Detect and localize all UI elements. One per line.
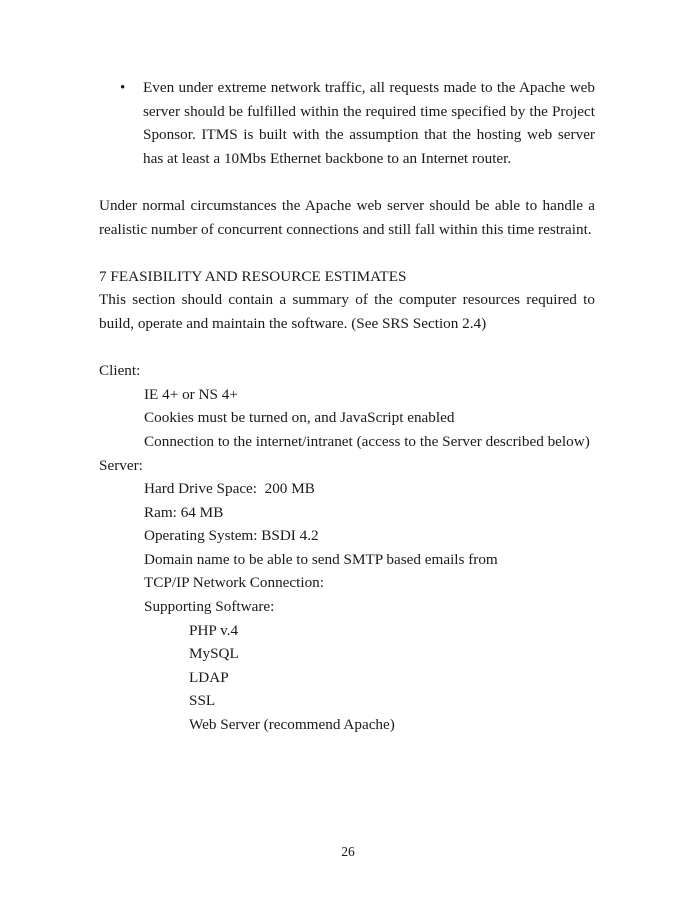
client-requirement-item: IE 4+ or NS 4+ <box>144 385 238 403</box>
section-heading: 7 FEASIBILITY AND RESOURCE ESTIMATES <box>99 267 407 285</box>
supporting-software-item: PHP v.4 <box>189 621 239 639</box>
server-requirement-item: Operating System: BSDI 4.2 <box>144 527 319 545</box>
paragraph-spacer <box>99 336 595 360</box>
server-requirement-item: Supporting Software: <box>144 598 275 616</box>
page-content <box>99 76 595 737</box>
supporting-software-item: SSL <box>189 692 216 710</box>
server-requirement-item: Ram: 64 MB <box>144 503 224 521</box>
requirements-bullet-list <box>99 76 595 170</box>
supporting-software-item: MySQL <box>189 645 239 663</box>
bullet-icon: • <box>120 79 126 96</box>
client-requirement-item: Cookies must be turned on, and JavaScript enabled <box>144 409 455 427</box>
list-item <box>99 76 595 170</box>
paragraph-normal-circumstances: Under normal circumstances the Apache web server should be able to handle a realistic number of concurrent connections and still fall within this time restraint. <box>99 196 595 238</box>
page-number: 26 <box>341 844 355 859</box>
client-requirement-item: Connection to the internet/intranet (access to the Server described below) <box>144 432 590 450</box>
server-requirement-item: Hard Drive Space: 200 MB <box>144 480 315 498</box>
paragraph-section-intro: This section should contain a summary of the computer resources required to build, operate and maintain the software. (See SRS Section 2.4) <box>99 291 595 332</box>
paragraph-spacer <box>99 241 595 265</box>
supporting-software-item: Web Server (recommend Apache) <box>189 716 395 734</box>
server-section-label: Server: <box>99 456 143 474</box>
supporting-software-item: LDAP <box>189 668 229 686</box>
paragraph-spacer <box>99 170 595 194</box>
server-requirement-item: Domain name to be able to send SMTP based emails from <box>144 550 498 568</box>
bullet-item-text: Even under extreme network traffic, all requests made to the Apache web server should be fulfilled within the required time specified by the Project Sponsor. ITMS is built with the assumption that the hosting web server has at least a 10Mbs Ethernet backbone to an Internet router. <box>143 79 595 167</box>
client-section-label: Client: <box>99 362 141 380</box>
server-requirement-item: TCP/IP Network Connection: <box>144 574 324 592</box>
